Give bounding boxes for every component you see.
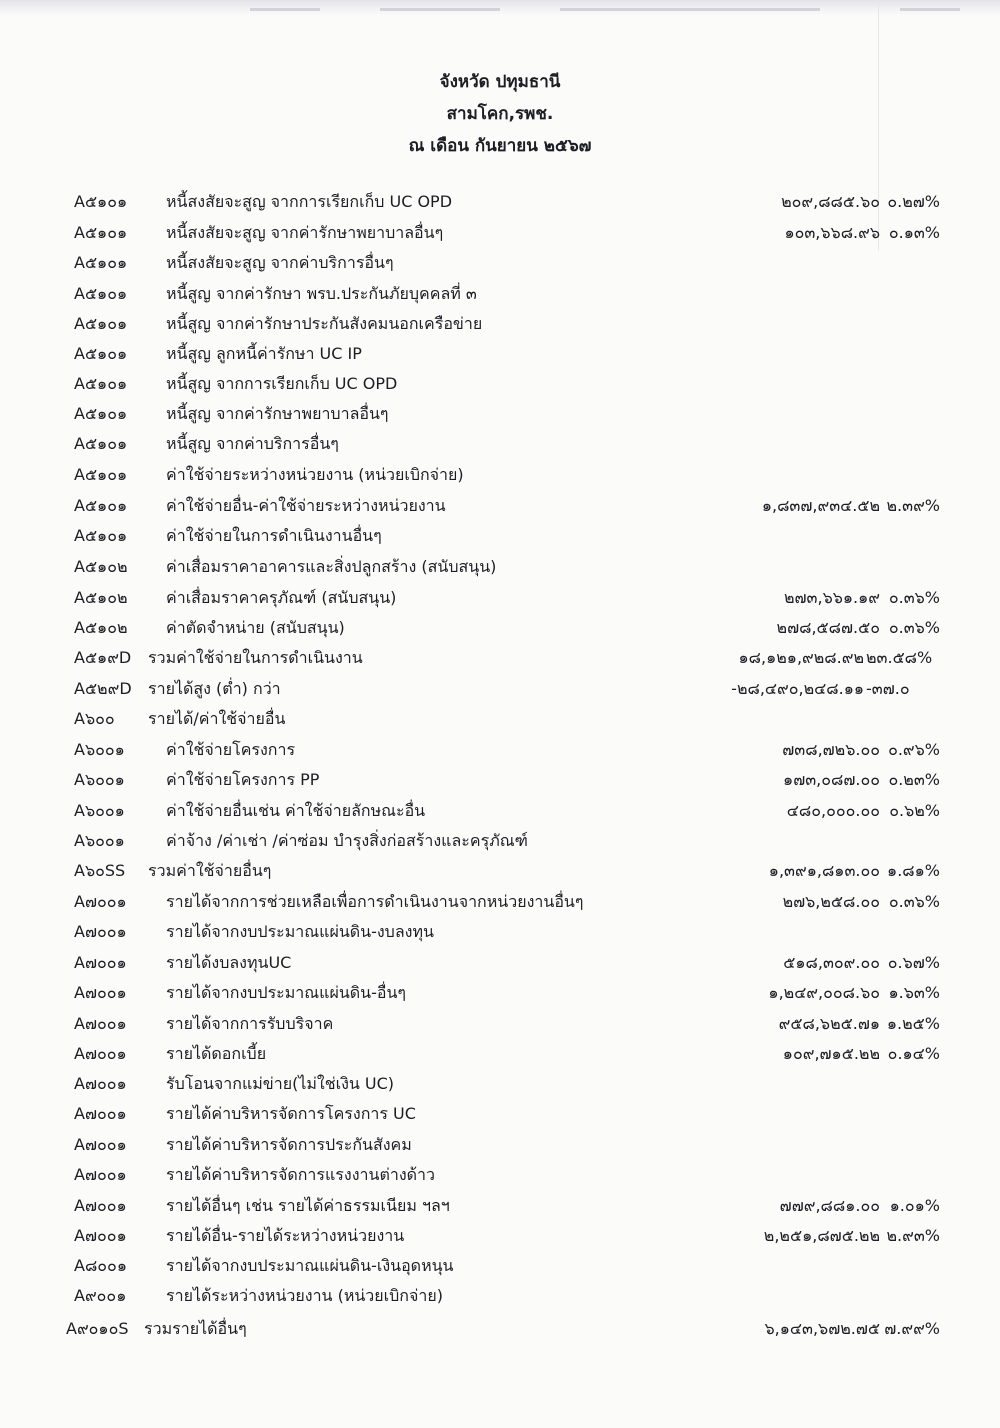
account-code: A๕๑๐๑ bbox=[74, 223, 128, 242]
account-desc: รายได้จากการช่วยเหลือเพื่อการดำเนินงานจากหน่วยงานอื่นๆ bbox=[166, 892, 584, 911]
ledger-row bbox=[0, 279, 1000, 309]
account-desc: ค่าใช้จ่ายระหว่างหน่วยงาน (หน่วยเบิกจ่าย) bbox=[166, 465, 464, 484]
ledger-row bbox=[0, 460, 1000, 490]
account-desc: รายได้จากงบประมาณแผ่นดิน-งบลงทุน bbox=[166, 922, 434, 941]
account-code: A๗๐๐๑ bbox=[74, 892, 127, 911]
percent-value: ๑.๖๓% bbox=[888, 983, 940, 1002]
ledger-row bbox=[0, 491, 1000, 521]
account-desc: ค่าเสื่อมราคาอาคารและสิ่งปลูกสร้าง (สนับสนุน) bbox=[166, 557, 497, 576]
percent-value: ๐.๓๖% bbox=[888, 618, 940, 637]
amount-value: -๒๘,๔๙๐,๒๔๘.๑๑ bbox=[731, 679, 864, 698]
account-desc: รายได้จากงบประมาณแผ่นดิน-เงินอุดหนุน bbox=[166, 1256, 454, 1275]
ledger-row bbox=[0, 735, 1000, 765]
account-code: A๖๐๐๑ bbox=[74, 801, 125, 820]
account-code: A๗๐๐๑ bbox=[74, 1014, 127, 1033]
ledger-row bbox=[0, 1251, 1000, 1281]
ledger-row bbox=[0, 1314, 1000, 1344]
ledger-row bbox=[0, 948, 1000, 978]
percent-value: ๐.๖๒% bbox=[889, 801, 940, 820]
account-code: A๕๑๐๑ bbox=[74, 434, 128, 453]
account-code: A๕๑๐๑ bbox=[74, 374, 128, 393]
percent-value: ๐.๓๖% bbox=[888, 588, 940, 607]
amount-value: ๑๘,๑๒๑,๙๒๘.๙๒ bbox=[738, 648, 864, 667]
account-code: A๖๐๐ bbox=[74, 709, 115, 728]
amount-value: ๒๐๙,๘๘๕.๖๐ bbox=[781, 192, 880, 211]
amount-value: ๑,๓๙๑,๘๑๓.๐๐ bbox=[768, 861, 880, 880]
account-code: A๗๐๐๑ bbox=[74, 1196, 127, 1215]
account-desc: รับโอนจากแม่ข่าย(ไม่ใช่เงิน UC) bbox=[166, 1074, 395, 1093]
account-code: A๕๑๐๒ bbox=[74, 618, 128, 637]
account-desc: รายได้ค่าบริหารจัดการประกันสังคม bbox=[166, 1135, 412, 1154]
account-desc: รวมค่าใช้จ่ายในการดำเนินงาน bbox=[148, 648, 363, 667]
amount-value: ๑๗๓,๐๘๗.๐๐ bbox=[783, 770, 880, 789]
account-desc: หนี้สูญ จากค่ารักษาพยาบาลอื่นๆ bbox=[166, 404, 389, 423]
account-code: A๕๑๙D bbox=[74, 648, 132, 667]
ledger-row bbox=[0, 674, 1000, 704]
amount-value: ๙๕๘,๖๒๕.๗๑ bbox=[778, 1014, 880, 1033]
account-code: A๗๐๐๑ bbox=[74, 1104, 127, 1123]
account-desc: ค่าใช้จ่ายในการดำเนินงานอื่นๆ bbox=[166, 526, 382, 545]
account-code: A๗๐๐๑ bbox=[74, 983, 127, 1002]
account-code: A๕๑๐๑ bbox=[74, 465, 128, 484]
percent-value: ๐.๖๗% bbox=[887, 953, 940, 972]
ledger-row bbox=[0, 552, 1000, 582]
ledger-row bbox=[0, 1130, 1000, 1160]
ledger-row bbox=[0, 1009, 1000, 1039]
account-code: A๕๑๐๑ bbox=[74, 284, 128, 303]
ledger-row bbox=[0, 583, 1000, 613]
account-desc: ค่าใช้จ่ายโครงการ bbox=[166, 740, 296, 759]
account-desc: รายได้สูง (ต่ำ) กว่า bbox=[148, 679, 281, 698]
ledger-row bbox=[0, 309, 1000, 339]
account-code: A๘๐๐๑ bbox=[74, 1256, 127, 1275]
scan-smudge bbox=[560, 8, 820, 11]
account-desc: หนี้สูญ จากค่าบริการอื่นๆ bbox=[166, 434, 339, 453]
unit-title: สามโคก,รพช. bbox=[446, 104, 554, 124]
account-code: A๕๑๐๑ bbox=[74, 496, 128, 515]
account-desc: รายได้จากงบประมาณแผ่นดิน-อื่นๆ bbox=[166, 983, 406, 1002]
account-desc: รายได้ค่าบริหารจัดการแรงงานต่างด้าว bbox=[166, 1165, 435, 1184]
account-code: A๖๐๐๑ bbox=[74, 740, 125, 759]
account-desc: หนี้สูญ ลูกหนี้ค่ารักษา UC IP bbox=[166, 344, 362, 363]
account-code: A๗๐๐๑ bbox=[74, 922, 127, 941]
account-desc: ค่าจ้าง /ค่าเช่า /ค่าซ่อม บำรุงสิ่งก่อสร้างและครุภัณฑ์ bbox=[166, 831, 528, 850]
report-header bbox=[0, 66, 1000, 162]
account-code: A๕๑๐๑ bbox=[74, 404, 128, 423]
account-desc: รวมรายได้อื่นๆ bbox=[144, 1319, 247, 1338]
province-title: จังหวัด ปทุมธานี bbox=[439, 72, 561, 92]
account-desc: รายได้ค่าบริหารจัดการโครงการ UC bbox=[166, 1104, 416, 1123]
ledger-row bbox=[0, 1191, 1000, 1221]
account-desc: หนี้สูญ จากค่ารักษา พรบ.ประกันภัยบุคคลที่ ๓ bbox=[166, 284, 477, 303]
percent-value: ๑.๐๑% bbox=[889, 1196, 940, 1215]
amount-value: ๒๗๓,๖๖๑.๑๙ bbox=[783, 588, 880, 607]
ledger-row bbox=[0, 1039, 1000, 1069]
account-code: A๖๐๐๑ bbox=[74, 831, 125, 850]
account-desc: รายได้งบลงทุนUC bbox=[166, 953, 292, 972]
account-desc: รายได้อื่น-รายได้ระหว่างหน่วยงาน bbox=[166, 1226, 405, 1245]
account-code: A๗๐๐๑ bbox=[74, 1165, 127, 1184]
amount-value: ๒,๒๕๑,๘๗๕.๒๒ bbox=[763, 1226, 880, 1245]
ledger-row bbox=[0, 369, 1000, 399]
account-code: A๗๐๐๑ bbox=[74, 1226, 127, 1245]
account-code: A๕๑๐๑ bbox=[74, 344, 128, 363]
account-code: A๕๑๐๑ bbox=[74, 192, 128, 211]
scan-top-edge bbox=[0, 0, 1000, 16]
amount-value: ๒๗๖,๒๕๘.๐๐ bbox=[782, 892, 880, 911]
amount-value: ๖,๑๔๓,๖๗๒.๗๕ bbox=[764, 1319, 880, 1338]
percent-value: ๐.๒๓% bbox=[888, 770, 940, 789]
amount-value: ๔๘๐,๐๐๐.๐๐ bbox=[786, 801, 880, 820]
ledger-row bbox=[0, 429, 1000, 459]
account-code: A๙๐๑๐S bbox=[66, 1319, 129, 1338]
amount-value: ๑๐๙,๗๑๕.๒๒ bbox=[782, 1044, 880, 1063]
account-desc: รายได้ระหว่างหน่วยงาน (หน่วยเบิกจ่าย) bbox=[166, 1286, 443, 1305]
ledger-row bbox=[0, 1160, 1000, 1190]
account-code: A๗๐๐๑ bbox=[74, 1074, 127, 1093]
scan-smudge bbox=[250, 8, 320, 11]
ledger-row bbox=[0, 248, 1000, 278]
percent-value: ๐.๓๖% bbox=[888, 892, 940, 911]
ledger-row bbox=[0, 978, 1000, 1008]
account-desc: ค่าใช้จ่ายโครงการ PP bbox=[166, 770, 320, 789]
percent-value: ๒.๙๓% bbox=[886, 1226, 940, 1245]
account-desc: รายได้จากการรับบริจาค bbox=[166, 1014, 334, 1033]
percent-value: ๑.๒๕% bbox=[886, 1014, 940, 1033]
ledger-row bbox=[0, 339, 1000, 369]
ledger-row bbox=[0, 1221, 1000, 1251]
ledger-row bbox=[0, 826, 1000, 856]
account-desc: หนี้สงสัยจะสูญ จากการเรียกเก็บ UC OPD bbox=[166, 192, 453, 211]
account-desc: ค่าเสื่อมราคาครุภัณฑ์ (สนับสนุน) bbox=[166, 588, 397, 607]
amount-value: ๑,๒๔๙,๐๐๘.๖๐ bbox=[768, 983, 880, 1002]
percent-value: ๗.๙๙% bbox=[884, 1319, 940, 1338]
ledger-row bbox=[0, 187, 1000, 217]
ledger-row bbox=[0, 917, 1000, 947]
ledger-row bbox=[0, 643, 1000, 673]
ledger-row bbox=[0, 218, 1000, 248]
account-desc: รายได้อื่นๆ เช่น รายได้ค่าธรรมเนียม ฯลฯ bbox=[166, 1196, 450, 1215]
percent-value: ๐.๒๗% bbox=[887, 192, 940, 211]
scan-smudge bbox=[380, 8, 500, 11]
ledger-row bbox=[0, 887, 1000, 917]
account-code: A๗๐๐๑ bbox=[74, 1044, 127, 1063]
ledger-row bbox=[0, 399, 1000, 429]
account-code: A๕๑๐๑ bbox=[74, 526, 128, 545]
ledger-row bbox=[0, 521, 1000, 551]
account-code: A๕๑๐๑ bbox=[74, 314, 128, 333]
scan-smudge bbox=[900, 8, 960, 11]
account-code: A๕๑๐๑ bbox=[74, 253, 128, 272]
account-code: A๖๐๐๑ bbox=[74, 770, 125, 789]
ledger-row bbox=[0, 856, 1000, 886]
percent-value: ๒๓.๕๘% bbox=[866, 648, 933, 667]
ledger-row bbox=[0, 1099, 1000, 1129]
account-desc: ค่าตัดจำหน่าย (สนับสนุน) bbox=[166, 618, 345, 637]
account-desc: หนี้สูญ จากการเรียกเก็บ UC OPD bbox=[166, 374, 398, 393]
period-title: ณ เดือน กันยายน ๒๕๖๗ bbox=[408, 136, 592, 156]
ledger-row bbox=[0, 613, 1000, 643]
amount-value: ๑,๘๓๗,๙๓๔.๕๒ bbox=[761, 496, 880, 515]
account-code: A๗๐๐๑ bbox=[74, 1135, 127, 1154]
percent-value: -๓๗.๐ bbox=[866, 679, 910, 698]
account-code: A๕๑๐๒ bbox=[74, 588, 128, 607]
account-desc: รวมค่าใช้จ่ายอื่นๆ bbox=[148, 861, 272, 880]
ledger-row bbox=[0, 765, 1000, 795]
account-desc: ค่าใช้จ่ายอื่นเช่น ค่าใช้จ่ายลักษณะอื่น bbox=[166, 801, 426, 820]
amount-value: ๗๓๘,๗๒๖.๐๐ bbox=[782, 740, 880, 759]
amount-value: ๗๗๙,๘๘๑.๐๐ bbox=[779, 1196, 880, 1215]
ledger-row bbox=[0, 704, 1000, 734]
percent-value: ๐.๑๓% bbox=[888, 223, 940, 242]
percent-value: ๐.๙๖% bbox=[888, 740, 940, 759]
percent-value: ๑.๘๑% bbox=[887, 861, 940, 880]
percent-value: ๐.๑๔% bbox=[887, 1044, 940, 1063]
percent-value: ๒.๓๙% bbox=[886, 496, 940, 515]
account-desc: หนี้สูญ จากค่ารักษาประกันสังคมนอกเครือข่าย bbox=[166, 314, 483, 333]
amount-value: ๒๗๘,๕๘๗.๕๐ bbox=[776, 618, 880, 637]
account-code: A๖๐SS bbox=[74, 861, 126, 880]
account-desc: หนี้สงสัยจะสูญ จากค่ารักษาพยาบาลอื่นๆ bbox=[166, 223, 444, 242]
account-code: A๙๐๐๑ bbox=[74, 1286, 127, 1305]
account-desc: หนี้สงสัยจะสูญ จากค่าบริการอื่นๆ bbox=[166, 253, 394, 272]
account-desc: รายได้ดอกเบี้ย bbox=[166, 1044, 267, 1063]
amount-value: ๑๐๓,๖๖๘.๙๖ bbox=[784, 223, 880, 242]
ledger-row bbox=[0, 1069, 1000, 1099]
account-code: A๕๒๙D bbox=[74, 679, 132, 698]
amount-value: ๕๑๘,๓๐๙.๐๐ bbox=[783, 953, 880, 972]
account-desc: รายได้/ค่าใช้จ่ายอื่น bbox=[148, 709, 286, 728]
account-code: A๕๑๐๒ bbox=[74, 557, 128, 576]
account-desc: ค่าใช้จ่ายอื่น-ค่าใช้จ่ายระหว่างหน่วยงาน bbox=[166, 496, 446, 515]
ledger-row bbox=[0, 796, 1000, 826]
ledger-row bbox=[0, 1281, 1000, 1311]
account-code: A๗๐๐๑ bbox=[74, 953, 127, 972]
